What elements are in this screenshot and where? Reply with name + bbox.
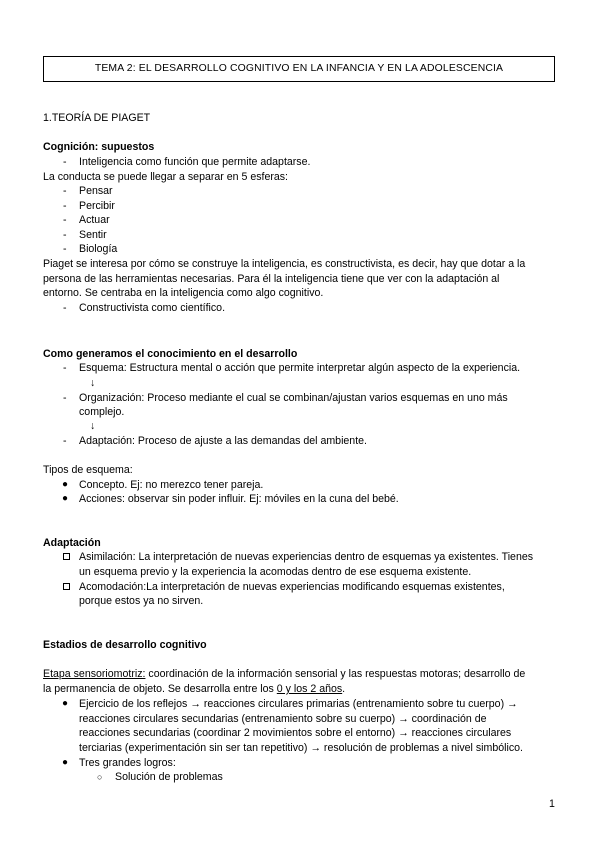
list-item: Constructivista como científico. [79, 302, 226, 314]
list-item: Concepto. Ej: no merezco tener pareja. [79, 479, 264, 491]
bullet-icon: ● [62, 698, 69, 709]
list-item-continuation: reacciones secundarias (coordinar 2 movimientos sobre el entorno) → reacciones circulares [79, 727, 512, 739]
list-item: Percibir [79, 200, 115, 212]
paragraph-line: entorno. Se centraba en la inteligencia como algo cognitivo. [43, 287, 324, 299]
list-item: Tres grandes logros: [79, 757, 176, 769]
dash-marker: - [63, 185, 67, 197]
list-item-continuation: reacciones circulares secundarias (entrenamiento sobre su cuerpo) → coordinación de [79, 713, 487, 725]
paragraph-line [43, 682, 345, 696]
dash-marker: - [63, 435, 67, 447]
dash-marker: - [63, 302, 67, 314]
bullet-icon: ● [62, 479, 69, 490]
dash-marker: - [63, 214, 67, 226]
bullet-icon: ● [62, 493, 69, 504]
list-item-continuation: un esquema previo y la experiencia la acomodas dentro de ese esquema existente. [79, 566, 472, 578]
circle-bullet-icon: ○ [97, 772, 103, 782]
etapa-text: la permanencia de objeto. Se desarrolla entre los [43, 683, 277, 695]
dash-marker: - [63, 392, 67, 404]
list-item-continuation: complejo. [79, 406, 125, 418]
list-item-continuation: porque estos ya no sirven. [79, 595, 204, 607]
sub-list-item: Solución de problemas [115, 771, 223, 783]
etapa-text: . [342, 683, 346, 695]
paragraph-line: La conducta se puede llegar a separar en 5 esferas: [43, 171, 288, 183]
conocimiento-heading: Como generamos el conocimiento en el desarrollo [43, 348, 298, 360]
dash-marker: - [63, 243, 67, 255]
dash-marker: - [63, 200, 67, 212]
etapa-label: Etapa sensoriomotriz: [43, 668, 146, 680]
list-item: Acomodación:La interpretación de nuevas experiencias modificando esquemas existentes, [79, 581, 505, 593]
adaptacion-heading: Adaptación [43, 537, 101, 549]
list-item: Acciones: observar sin poder influir. Ej: móviles en la cuna del bebé. [79, 493, 399, 505]
cognicion-heading: Cognición: supuestos [43, 141, 155, 153]
paragraph-line: Piaget se interesa por cómo se construye la inteligencia, es constructivista, es decir, hay que dotar a la [43, 258, 526, 270]
list-item: Biología [79, 243, 118, 255]
list-item: Esquema: Estructura mental o acción que permite interpretar algún aspecto de la experiencia. [79, 362, 521, 374]
list-item: Adaptación: Proceso de ajuste a las demandas del ambiente. [79, 435, 367, 447]
checkbox-bullet-icon [63, 553, 70, 560]
down-arrow-icon: ↓ [90, 377, 96, 389]
list-item: Ejercicio de los reflejos → reacciones circulares primarias (entrenamiento sobre tu cuerpo) → [79, 698, 518, 710]
bullet-icon: ● [62, 757, 69, 768]
list-item: Sentir [79, 229, 107, 241]
age-range: 0 y los 2 años [276, 683, 343, 695]
etapa-text: coordinación de la información sensorial y las respuestas motoras; desarrollo de [145, 668, 526, 680]
list-item: Pensar [79, 185, 113, 197]
page-number: 1 [549, 798, 555, 810]
document-title: TEMA 2: EL DESARROLLO COGNITIVO EN LA INFANCIA Y EN LA ADOLESCENCIA [43, 56, 555, 82]
tipos-heading: Tipos de esquema: [43, 464, 133, 476]
down-arrow-icon: ↓ [90, 420, 96, 432]
estadios-heading: Estadios de desarrollo cognitivo [43, 639, 207, 651]
list-item: Asimilación: La interpretación de nuevas experiencias dentro de esquemas ya existentes. Tienes [79, 551, 534, 563]
list-item: Organización: Proceso mediante el cual se combinan/ajustan varios esquemas en uno más [79, 392, 508, 404]
paragraph-line [43, 667, 525, 681]
checkbox-bullet-icon [63, 583, 70, 590]
list-item-continuation: terciarias (experimentación sin ser tan repetitivo) → resolución de problemas a nivel simbólico. [79, 742, 523, 754]
dash-marker: - [63, 229, 67, 241]
paragraph-line: persona de las herramientas necesarias. Para él la inteligencia tiene que ver con la adaptación al [43, 273, 500, 285]
list-item: Inteligencia como función que permite adaptarse. [79, 156, 311, 168]
list-item: Actuar [79, 214, 110, 226]
dash-marker: - [63, 362, 67, 374]
dash-marker: - [63, 156, 67, 168]
section-heading: 1.TEORÍA DE PIAGET [43, 112, 151, 124]
